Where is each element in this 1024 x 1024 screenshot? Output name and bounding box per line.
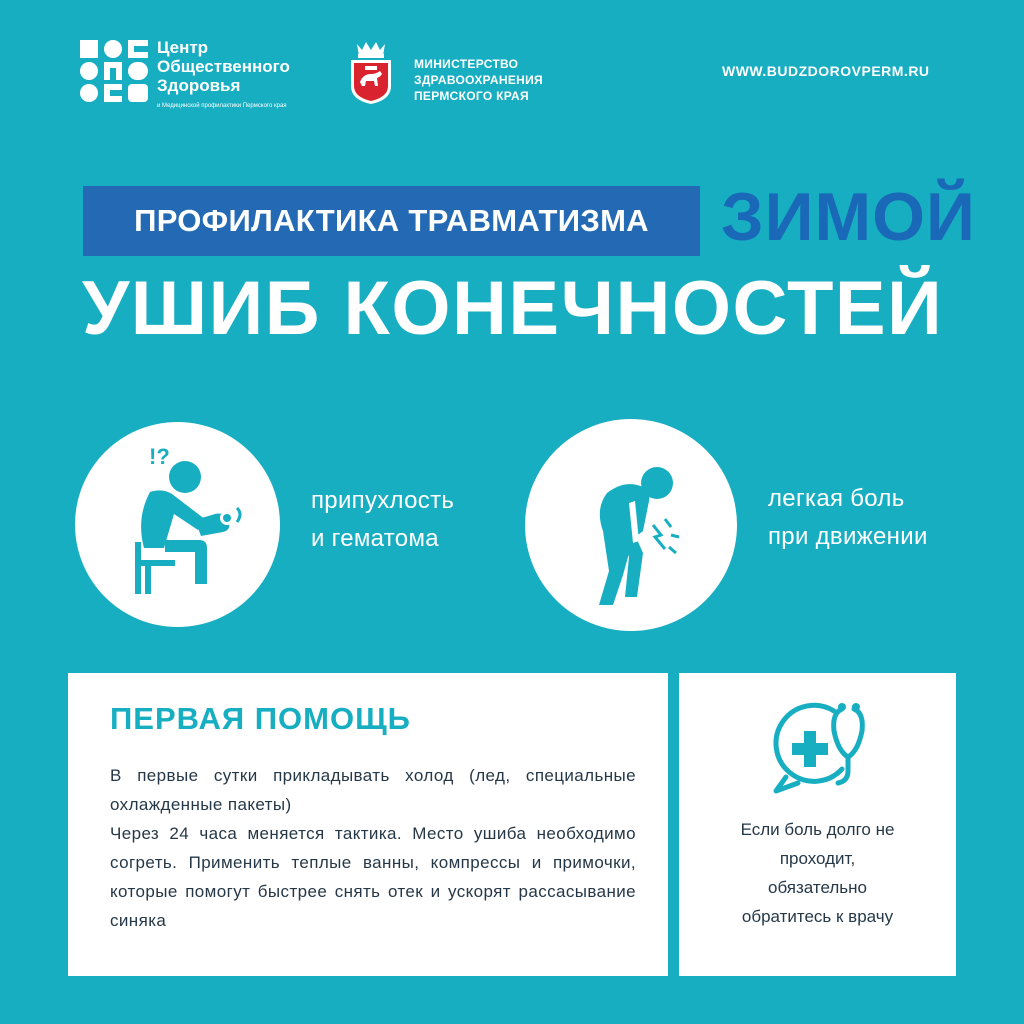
- symptom-line: и гематома: [311, 525, 439, 552]
- doctor-note-line: обязательно: [767, 878, 867, 897]
- center-logo-icon: [80, 40, 148, 102]
- ministry-line: ПЕРМСКОГО КРАЯ: [414, 89, 529, 103]
- ministry-line: ЗДРАВООХРАНЕНИЯ: [414, 73, 543, 87]
- topic-tag-text: ПРОФИЛАКТИКА ТРАВМАТИЗМА: [134, 203, 649, 238]
- season-label: ЗИМОЙ: [721, 179, 976, 255]
- doctor-note-panel: [679, 673, 956, 976]
- first-aid-paragraph: Через 24 часа меняется тактика. Место ушиба необходимо согреть. Применить теплые ванны, компрессы и примочки, которые помогут быстрее снять отек и ускорят рассасывание синяка: [110, 824, 636, 930]
- symptom-circle-pain: [525, 419, 737, 631]
- center-name: [157, 38, 290, 95]
- headline: УШИБ КОНЕЧНОСТЕЙ: [82, 266, 944, 351]
- medical-chat-stethoscope-icon: [764, 691, 876, 803]
- topic-tag: [83, 186, 700, 256]
- first-aid-panel: [68, 673, 668, 976]
- first-aid-title: ПЕРВАЯ ПОМОЩЬ: [110, 701, 411, 736]
- perm-coat-of-arms-icon: [349, 40, 393, 106]
- website-url: WWW.BUDZDOROVPERM.RU: [722, 63, 930, 79]
- symptom-swelling-text: [311, 482, 454, 558]
- center-name-line: Здоровья: [157, 76, 241, 95]
- doctor-note-line: обратитесь к врачу: [741, 907, 894, 926]
- ministry-name: [414, 56, 543, 104]
- symptom-line: припухлость: [311, 487, 455, 514]
- seated-person-hurt-hand-icon: [75, 422, 280, 627]
- symptom-circle-swelling: [75, 422, 280, 627]
- symptom-pain-text: [768, 480, 928, 556]
- center-name-line: Общественного: [157, 57, 290, 76]
- first-aid-body: [110, 761, 636, 935]
- first-aid-paragraph: В первые сутки прикладывать холод (лед, специальные охлажденные пакеты): [110, 766, 636, 814]
- ministry-line: МИНИСТЕРСТВО: [414, 57, 519, 71]
- hunched-person-knee-pain-icon: [525, 419, 737, 631]
- center-subtitle: и Медицинской профилактики Пермского края: [157, 103, 287, 109]
- symptom-line: легкая боль: [768, 485, 905, 512]
- doctor-note-text: [679, 815, 956, 931]
- symptom-line: при движении: [768, 523, 928, 550]
- center-name-line: Центр: [157, 38, 209, 57]
- doctor-note-line: Если боль долго не: [740, 820, 895, 839]
- doctor-note-line: проходит,: [779, 849, 856, 868]
- exclamation-question-mark: !?: [149, 444, 170, 469]
